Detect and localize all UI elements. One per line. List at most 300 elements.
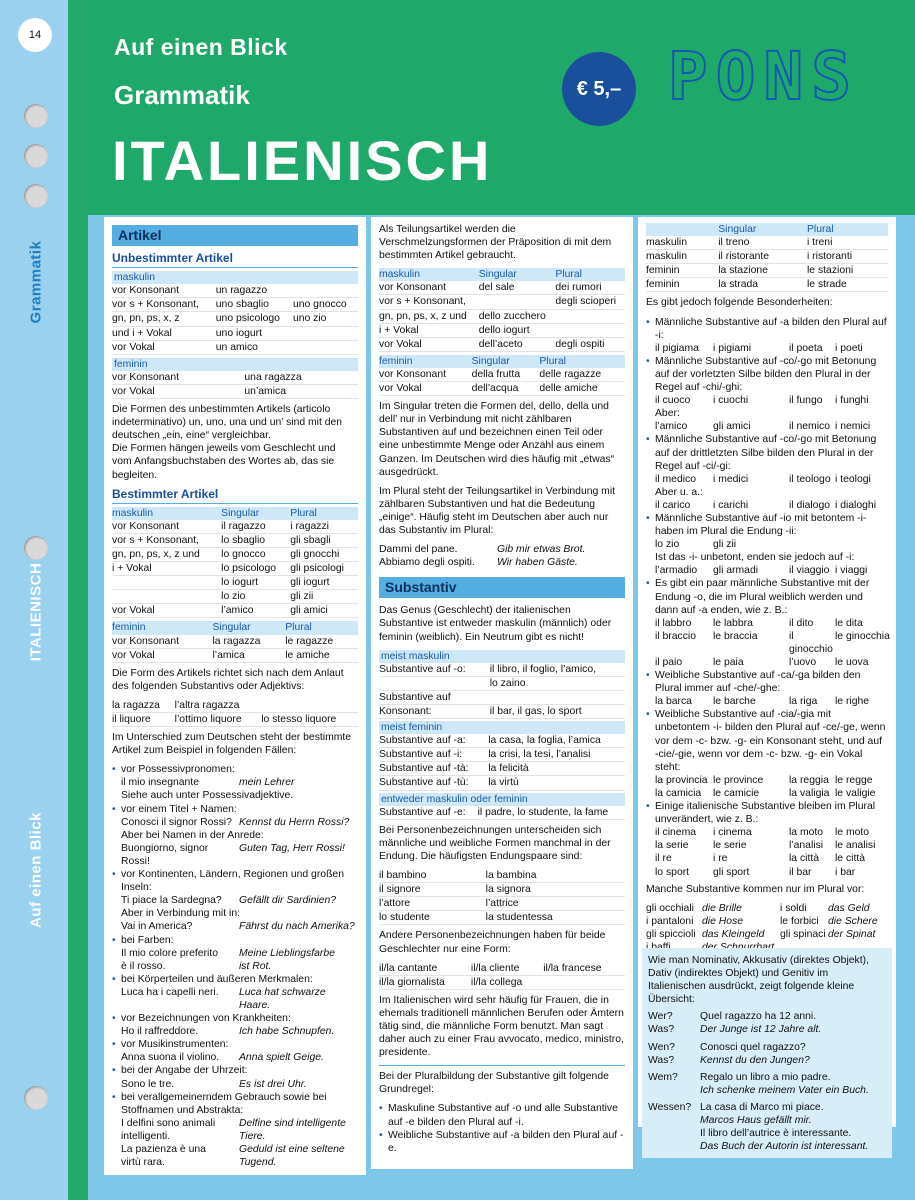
case-italian: Regalo un libro a mio padre. [700, 1071, 831, 1083]
table-cell: dell’aceto [478, 338, 523, 350]
table-row [112, 384, 358, 398]
table-cell: dello iogurt [478, 324, 530, 336]
example-german: Tiere. [239, 1130, 266, 1142]
grid-cell: la riga [789, 696, 818, 708]
example-pair [121, 776, 358, 789]
grid-cell: lo zio [655, 539, 680, 551]
example-italian: Ho il raffreddore. [121, 1026, 199, 1038]
table-cell [543, 975, 625, 989]
table-cell: vor Vokal [112, 341, 155, 353]
unterschied-text: Im Unterschied zum Deutschen steht der bestimmte Artikel zum Beispiel in folgenden Fällen: [112, 732, 352, 757]
bullet-head: • bei verallgemeinerndem Gebrauch sowie bei Stoffnamen und Abstrakta: [121, 1091, 327, 1116]
table-cell: il/la giornalista [379, 976, 445, 988]
grid-cell: i soldi [780, 902, 807, 914]
table-cell: gli iogurt [290, 577, 330, 589]
price-badge: € 5,– [562, 52, 636, 126]
case-examples [700, 1101, 868, 1153]
side-label-grammatik: Grammatik [27, 240, 45, 324]
table-cell: Konsonant: [379, 706, 432, 717]
bullet-item: • Es gibt ein paar männliche Substantive mit der Endung -o, die im Plural weiblich werden und dann auf -a enden, wie z. B.: il labbro le labbra il dito le dita il braccio le braccia il ginocchio le ginocchia il paio le paia l’uovo le uova [646, 577, 888, 669]
table-cell: Substantive auf -a: [379, 735, 466, 747]
table-row [112, 635, 358, 649]
table-cell: i ristoranti [806, 251, 853, 263]
grid-cell: i re [713, 853, 728, 865]
example-german: ist Rot. [239, 960, 272, 972]
teil-text2: Im Plural steht der Teilungsartikel in Verbindung mit zählbaren Substantiven und hat die Bedeutung „einige“. Häufig steht im Deutschen aber auch nur das Substantiv im Plural: [379, 485, 616, 536]
example-italian: Il mio colore preferito [121, 947, 219, 959]
anlaut-text: Die Form des Artikels richtet sich nach dem Anlaut des folgenden Substantivs oder Adjektivs: [112, 667, 344, 692]
unbest-text: Die Formen des unbestimmten Artikels (articolo indeterminativo) un, uno, una und un’ sind mit den deutschen „ein, eine“ vergleichbar. Die Formen hängen jeweils vom Geschlecht und vom Anfangsbuchstaben des Wortes ab, das sie begleiten. [112, 404, 343, 481]
example-italian: Luca ha i capelli neri. [121, 986, 219, 998]
table-meist-m [379, 663, 625, 719]
table-cell: le amiche [285, 649, 330, 661]
example-pair [121, 947, 358, 960]
table-anlaut [112, 699, 358, 727]
case-row [648, 1041, 886, 1067]
example-german: Wir haben Gäste. [497, 557, 578, 569]
example-pair [121, 1117, 358, 1130]
grid-cell: il fungo [789, 395, 823, 407]
example-german: Fährst du nach Amerika? [239, 921, 355, 933]
table-cell: Substantive auf -e: [379, 806, 466, 818]
grid-cell: l’amico [655, 421, 688, 433]
table-cell: vor Konsonant [379, 368, 447, 380]
table-cell: il signore [379, 884, 421, 896]
section-artikel: Artikel [112, 225, 358, 246]
grid-cell: gli spiccioli [646, 928, 696, 940]
grid-cell: i funghi [835, 395, 869, 407]
example-pair [379, 556, 625, 569]
grid-cell: le moto [835, 827, 870, 839]
bullet-note: Siehe auch unter Possessivadjektive. [121, 790, 294, 802]
table-cell: gn, pn, ps, x, z und [112, 548, 200, 560]
label-maskulin: maskulin [112, 271, 358, 284]
table-cell: la bambina [485, 870, 537, 882]
table-cell [490, 690, 625, 704]
table-cell: gli amici [290, 605, 328, 617]
table-row [112, 576, 358, 590]
table-unbest-m [112, 284, 358, 354]
grid-cell: il carico [655, 499, 691, 511]
table-row [379, 382, 625, 396]
table-cell: gli zii [290, 591, 314, 603]
table-cell: il libro, il foglio, l’amico, [489, 663, 597, 675]
label-feminin: feminin [112, 358, 358, 371]
binder-hole [24, 1086, 48, 1110]
table-cell: uno zio [292, 313, 327, 325]
table-cell: vor Vokal [379, 383, 422, 395]
page-title: ITALIENISCH [112, 129, 493, 192]
table-cell [293, 340, 358, 354]
table-cell: vor Vokal [379, 338, 422, 350]
table-cell [261, 699, 358, 713]
teil-examples [379, 543, 625, 569]
table-cell: le ragazze [285, 635, 334, 647]
table-cell: i + Vokal [379, 324, 419, 336]
table-cell: la crisi, la tesi, l’analisi [488, 749, 591, 761]
grid-cell: i poeti [835, 342, 863, 354]
table-cell: l’amica [212, 649, 245, 661]
grid-cell: le ginocchia [835, 630, 890, 642]
table-cell: un’amica [244, 385, 286, 397]
bullet-item: • Männliche Substantive auf -a bilden den Plural auf -i: il pigiama i pigiami il poeta i poeti [646, 316, 888, 355]
table-row [379, 762, 625, 776]
table-cell: vor Konsonant [112, 635, 180, 647]
grid-cell: il paio [655, 657, 683, 668]
table-cell: l’attrice [485, 898, 519, 910]
example-pair [121, 1130, 358, 1143]
table-cell [555, 309, 625, 323]
grid-cell: il bar [789, 866, 812, 878]
table-cell: i ragazzi [290, 520, 329, 532]
page-number: 14 [18, 18, 52, 52]
grid-cell: le città [835, 853, 866, 865]
table-cell: il ragazzo [221, 520, 266, 532]
case-question: Wen? Was? [648, 1041, 675, 1066]
case-italian: Il libro dell’autrice è interessante. [700, 1128, 852, 1140]
bullet-item: • Männliche Substantive auf -co/-go mit Betonung auf der vorletzten Silbe bilden den Plural in der Regel auf -chi/-ghi: il cuoco i cuochi il fungo i funghi Aber: l’amico gli amici il nemico i nemici [646, 355, 888, 434]
bullet-head: • vor Musikinstrumenten: [121, 1039, 229, 1051]
table-cell: Substantive auf -i: [379, 749, 463, 761]
table-cell: la studentessa [485, 912, 553, 924]
table-row [379, 295, 625, 309]
table-cell: lo gnocco [221, 548, 266, 560]
case-row [648, 1071, 886, 1097]
table-row [112, 648, 358, 662]
table-teil-m: maskulin Singular Plural vor Konsonant del sale dei rumori vor s + Konsonant, degli scioperi gn, pn, ps, x, z und dello zucchero i + Vokal dello iogurt vor Vokal dell’aceto degli ospiti [379, 268, 625, 352]
table-cell: vor Vokal [112, 385, 155, 397]
grid-cell: le barche [713, 696, 756, 708]
table-row [646, 264, 888, 278]
box-intro: Wie man Nominativ, Akkusativ (direktes Objekt), Dativ (indirektes Objekt) und Genitiv im Italienischen ausdrückt, zeigt folgende kleine Übersicht: [648, 955, 869, 1006]
grid-cell: il cuoco [655, 395, 691, 407]
example-german: mein Lehrer [239, 777, 295, 789]
table-row [112, 699, 358, 713]
table-row [112, 284, 358, 298]
example-italian: I delfini sono animali [121, 1117, 216, 1129]
case-italian: Conosci quel ragazzo? [700, 1041, 806, 1053]
grid-cell: le analisi [835, 840, 876, 852]
table-cell: gn, pn, ps, x, z [112, 313, 180, 325]
bullet-item [112, 1038, 358, 1064]
table-cell: il ristorante [718, 251, 770, 263]
table-row [379, 734, 625, 748]
bullet-item: • Maskuline Substantive auf -o und alle Substantive auf -e bilden den Plural auf -i. [379, 1102, 625, 1128]
case-italian: La casa di Marco mi piace. [700, 1101, 824, 1113]
grid-cell: la città [789, 853, 820, 865]
table-cell: il bambino [379, 870, 427, 882]
grid-cell: la reggia [789, 774, 829, 786]
table-row [379, 368, 625, 382]
table-cell: la stazione [718, 265, 768, 277]
table-cell: lo zaino [489, 677, 526, 689]
table-cell: un ragazzo [215, 285, 268, 297]
case-question: Wessen? [648, 1101, 692, 1113]
example-pair [121, 986, 358, 1012]
bullet-head: • bei Farben: [121, 934, 174, 946]
example-pair [121, 920, 358, 933]
table-cell [293, 284, 358, 298]
table-cell: lo sbaglio [221, 534, 266, 546]
case-question: Wer? Was? [648, 1011, 675, 1036]
table-row [379, 337, 625, 351]
bullet-item: • Männliche Substantive auf -io mit betontem -i- haben im Plural die Endung -ii: lo zio gli zii Ist das -i- unbetont, enden sie jedoch auf -i: l’armadio gli armadi il viaggio i viaggi [646, 512, 888, 577]
table-row [379, 962, 625, 976]
bullet-item [112, 868, 358, 933]
plural-special-bullets [646, 316, 888, 879]
table-cell: il/la collega [470, 976, 523, 988]
grid-cell: gli zii [713, 539, 737, 551]
grid-cell: le uova [835, 657, 869, 668]
table-row [646, 236, 888, 250]
grid-cell: le province [713, 774, 764, 786]
table-cell: le stazioni [806, 265, 854, 277]
grid-cell: la valigia [789, 787, 830, 799]
table-row [112, 371, 358, 385]
header-series: Auf einen Blick [114, 34, 288, 60]
table-cell: dei rumori [555, 282, 602, 294]
example-italian: Conosci il signor Rossi? [121, 816, 232, 828]
grid-cell: le serie [713, 840, 747, 852]
example-italian: Anna suona il violino. [121, 1052, 220, 1064]
example-italian: Sono le tre. [121, 1078, 175, 1090]
table-cell: degli ospiti [555, 338, 605, 350]
table-cell: della frutta [471, 368, 521, 380]
grid-cell: das Kleingeld [702, 928, 765, 940]
table-best-m: maskulin Singular Plural vor Konsonant il ragazzo i ragazzi vor s + Konsonant, lo sbaglio gli sbagli gn, pn, ps, x, z und lo gnocco gli gnocchi i + Vokal lo psicologo gli psicologi lo iogurt gli iogurt lo zio gli zii vor Vokal l’amico gli amici [112, 507, 358, 619]
table-cell: la ragazza [212, 635, 261, 647]
table-cell: i + Vokal [112, 563, 152, 575]
grid-cell: le valigie [835, 787, 876, 799]
bullet-head: • bei der Angabe der Uhrzeit: [121, 1065, 248, 1077]
grid-cell: le camicie [713, 787, 760, 799]
grid-cell: der Spinat [828, 928, 876, 940]
table-cell: l’attore [379, 898, 411, 910]
table-row [379, 911, 625, 925]
table-cell: uno iogurt [215, 327, 262, 339]
table-row [112, 298, 358, 312]
side-label-auf-einen-blick: Auf einen Blick [27, 812, 45, 928]
table-row [112, 590, 358, 604]
heading-unbestimmter-artikel: Unbestimmter Artikel [112, 252, 358, 268]
table-meist-f [379, 734, 625, 790]
example-german: Luca hat schwarze Haare. [239, 986, 326, 1011]
table-cell: la signora [485, 884, 531, 896]
grid-cell: il teologo [789, 473, 831, 485]
table-row [379, 323, 625, 337]
grid-cell: lo sport [655, 866, 690, 878]
table-row [379, 776, 625, 790]
grid-cell: i dialoghi [835, 499, 877, 511]
binder-hole [24, 536, 48, 560]
table-row [646, 250, 888, 264]
example-italian: Ti piace la Sardegna? [121, 895, 222, 907]
example-italian: Dammi del pane. [379, 544, 458, 556]
table-cell: delle amiche [539, 383, 598, 395]
case-row [648, 1101, 886, 1153]
table-row [112, 562, 358, 576]
table-cell: il/la cantante [379, 962, 438, 974]
table-cell: delle ragazze [539, 368, 602, 380]
grid-cell: la moto [789, 827, 824, 839]
grid-cell: la serie [655, 840, 689, 852]
example-german: Meine Lieblingsfarbe [239, 947, 335, 959]
grid-cell: il dialogo [789, 499, 831, 511]
table-cell: dello zucchero [478, 310, 546, 322]
table-row [112, 520, 358, 534]
example-german: Ich habe Schnupfen. [239, 1026, 335, 1038]
table-unbest-f [112, 371, 358, 399]
grid-cell: il cinema [655, 827, 696, 839]
grid-cell: das Geld [828, 902, 870, 914]
frauen-text: Im Italienischen wird sehr häufig für Frauen, die in ehemals traditionell männlichen Berufen oder Ämtern tätig sind, die männliche Form benutzt. Man sagt daher auch zu einer Frau avvocato, medico, ministro, presidente. [379, 994, 624, 1059]
case-german: Marcos Haus gefällt mir. [700, 1115, 812, 1127]
table-cell: maskulin [646, 237, 687, 249]
bullet-head: • vor einem Titel + Namen: [121, 803, 237, 815]
table-cell: Substantive auf -o: [379, 663, 466, 675]
table-cell: la ragazza [112, 699, 160, 711]
bullet-item [112, 934, 358, 973]
table-teil-f: feminin Singular Plural vor Konsonant della frutta delle ragazze vor Vokal dell’acqua delle amiche [379, 355, 625, 396]
table-cell: l’altra ragazza [174, 699, 240, 711]
grid-cell: i cinema [713, 827, 752, 839]
grid-cell: il ginocchio [789, 630, 833, 655]
table-cell: dell’acqua [471, 383, 519, 395]
bullet-item: • Einige italienische Substantive bleiben im Plural unverändert, wie z. B.: il cinema i cinema la moto le moto la serie le serie l’analisi le analisi il re i re la città le città lo sport gli sport il bar i bar [646, 800, 888, 879]
example-german: Tugend. [239, 1157, 277, 1169]
grid-cell: i nemici [835, 421, 871, 433]
table-cell: il padre, lo studente, la fame [477, 806, 609, 818]
table-cell: i treni [806, 237, 833, 249]
grid-cell: die Brille [702, 902, 742, 914]
grid-cell: il re [655, 853, 672, 865]
table-cell: lo stesso liquore [261, 714, 337, 725]
grid-cell: l’uovo [789, 657, 817, 668]
table-cell [555, 323, 625, 337]
table-cell: un amico [215, 341, 258, 353]
grid-cell [789, 538, 835, 551]
case-german: Das Buch der Autorin ist interessant. [700, 1141, 869, 1153]
grid-cell: il labbro [655, 617, 692, 629]
example-italian: è il rosso. [121, 960, 166, 972]
table-cell: vor Konsonant [112, 371, 180, 383]
grid-cell: le braccia [713, 630, 758, 642]
example-pair [121, 1025, 358, 1038]
table-cell: vor s + Konsonant, [379, 296, 466, 308]
table-row [379, 897, 625, 911]
grid-cell: le paia [713, 657, 744, 668]
teil-text: Im Singular treten die Formen del, dello, della und dell’ nur in Verbindung mit nicht zählbaren Substantiven auf und bezeichnen einen Teil oder eine unbestimmte Menge oder Anzahl aus einem Ganzen. Im Deutschen wird dies häufig mit „etwas“ ausgedrückt. [379, 401, 615, 478]
case-overview-box [642, 948, 892, 1158]
table-cell: und i + Vokal [112, 327, 172, 339]
case-examples [700, 1071, 869, 1097]
table-cell: le strade [806, 279, 847, 291]
manche-text: Manche Substantive kommen nur im Plural vor: [646, 883, 865, 895]
grid-cell: l’analisi [789, 840, 824, 852]
grid-cell: il dito [789, 617, 814, 629]
grid-cell: le righe [835, 696, 870, 708]
table-row [112, 326, 358, 340]
example-pair [121, 1156, 358, 1169]
table-cell: uno psicologo [215, 313, 280, 325]
table-cell: il/la francese [543, 962, 602, 974]
header [88, 0, 915, 215]
grid-cell: gli spinaci [780, 928, 826, 940]
grid-cell: i carichi [713, 499, 749, 511]
teil-intro: Als Teilungsartikel werden die Verschmelzungsformen der Präposition di mit dem bestimmten Artikel gebraucht. [379, 224, 612, 262]
table-row [379, 975, 625, 989]
bullet-note: Aber bei Namen in der Anrede: [121, 829, 264, 841]
example-german: Geduld ist eine seltene [239, 1144, 345, 1155]
table-cell: Substantive auf -tà: [379, 763, 469, 775]
table-cell: gn, pn, ps, x, z und [379, 310, 467, 322]
plural-intro: Bei der Pluralbildung der Substantive gilt folgende Grundregel: [379, 1071, 609, 1096]
label-meist-feminin: meist feminin [379, 721, 625, 734]
table-cell: la casa, la foglia, l’amica [488, 735, 601, 747]
example-german: Es ist drei Uhr. [239, 1078, 307, 1090]
grid-cell [835, 538, 896, 551]
grid-cell: il medico [655, 473, 696, 485]
grid-cell: la provincia [655, 774, 708, 786]
case-italian: Quel ragazzo ha 12 anni. [700, 1011, 817, 1023]
grid-cell: il braccio [655, 630, 696, 642]
label-entweder: entweder maskulin oder feminin [379, 793, 625, 806]
table-cell: lo iogurt [221, 577, 259, 589]
section-substantiv: Substantiv [379, 577, 625, 598]
table-cell: uno gnocco [292, 299, 347, 311]
grid-cell: le forbici [780, 915, 819, 927]
besonder-text: Es gibt jedoch folgende Besonderheiten: [646, 297, 833, 309]
bullet-item [112, 763, 358, 802]
table-cell [479, 295, 556, 309]
grid-cell: gli sport [713, 866, 750, 878]
table-plural-basics: Singular Plural maskulin il treno i treni maskulin il ristorante i ristoranti feminin la stazione le stazioni feminin la strada le strade [646, 223, 888, 292]
table-row [379, 748, 625, 762]
table-cell: vor Vokal [112, 605, 155, 617]
table-entweder [379, 806, 625, 820]
table-row [379, 690, 625, 704]
example-pair [121, 894, 358, 907]
grid-cell: le dita [835, 617, 863, 629]
example-german: Guten Tag, Herr Rossi! [239, 842, 345, 854]
grid-cell: la barca [655, 696, 692, 708]
table-row [646, 278, 888, 292]
bullet-note: Aber in Verbindung mit in: [121, 908, 240, 920]
label-meist-maskulin: meist maskulin [379, 650, 625, 663]
table-row [379, 705, 625, 719]
grid-cell: i pigiami [713, 342, 752, 354]
binder-hole [24, 184, 48, 208]
table-cell: gli gnocchi [290, 548, 340, 560]
grid-cell: il viaggio [789, 565, 830, 577]
table-row [112, 340, 358, 354]
bullet-item [112, 803, 358, 868]
binder-hole [24, 104, 48, 128]
table-cell: il treno [718, 237, 750, 249]
table-cell: la felicità [488, 763, 529, 775]
bullet-item [112, 973, 358, 1012]
table-cell: una ragazza [244, 371, 302, 383]
table-cell: lo zio [221, 591, 246, 603]
artikel-bullets [112, 763, 358, 1169]
grid-cell: l’armadio [655, 565, 698, 577]
example-italian: Abbiamo degli ospiti. [379, 557, 475, 569]
grid-cell: gli occhiali [646, 902, 694, 914]
bullet-item: • Männliche Substantive auf -co/-go mit Betonung auf der drittletzten Silbe bilden den Plural in der Regel auf -ci/-gi: il medico i medici il teologo i teologi Aber u. a.: il carico i carichi il dialogo i dialoghi [646, 433, 888, 512]
table-cell: il/la cliente [470, 962, 520, 974]
table-cell: la strada [718, 279, 759, 291]
table-cell: feminin [646, 265, 680, 277]
